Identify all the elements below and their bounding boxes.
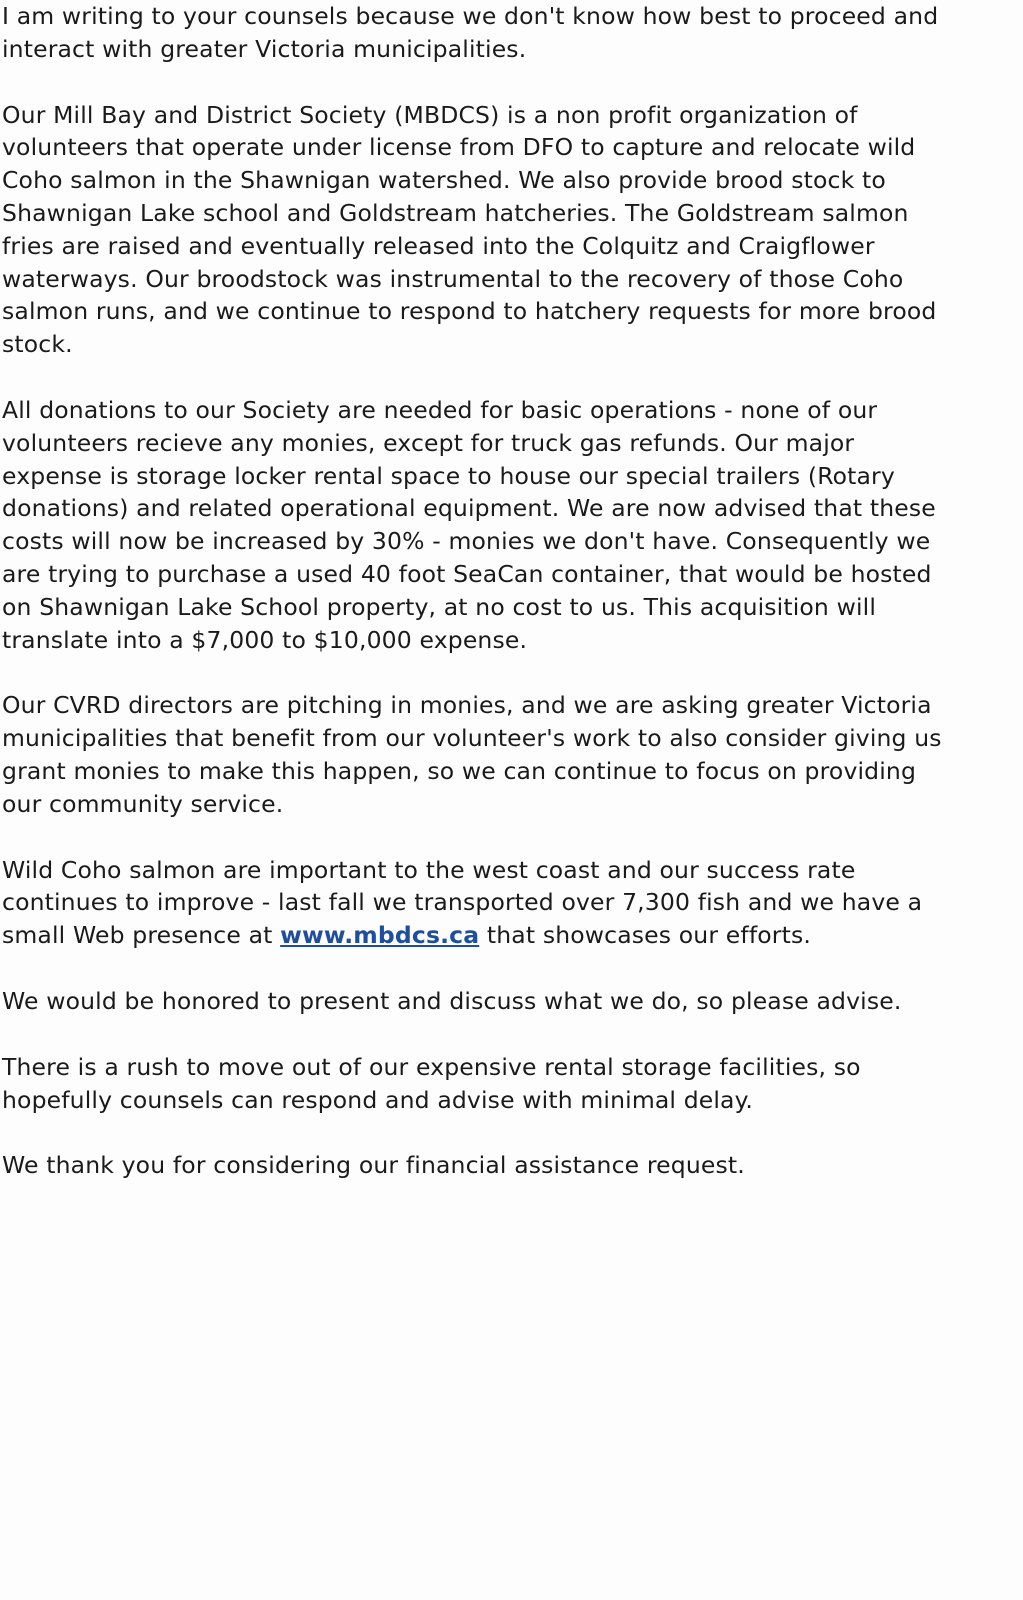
closing-paragraph: We thank you for considering our financial assistance request. xyxy=(2,1151,745,1180)
donations-paragraph: All donations to our Society are needed for basic operations - none of our volunteers recieve any monies, except for truck gas refunds. Our major expense is storage locker rental space to house our special trailers (Rotary donations) and related operational equipment. We are now advised that these costs will now be increased by 30% - monies we don't have. Consequently we are trying to purchase a used 40 foot SeaCan container, that would be hosted on Shawnigan Lake School property, at no cost to us. This acquisition will translate into a $7,000 to $10,000 expense. xyxy=(2,395,936,654)
success-text: Wild Coho salmon are important to the west coast and our success rate continues to improve - last fall we transported over 7,300 fish and we have a small Web presence at xyxy=(2,855,923,950)
funding-request-paragraph: Our CVRD directors are pitching in monies, and we are asking greater Victoria municipalities that benefit from our volunteer's work to also consider giving us grant monies to make this happen, so we can continue to focus on providing our community service. xyxy=(2,691,942,818)
letter-body xyxy=(2,0,1012,1215)
urgency-paragraph: There is a rush to move out of our expensive rental storage facilities, so hopefully counsels can respond and advise with minimal delay. xyxy=(2,1052,861,1114)
website-link[interactable]: www.mbdcs.ca xyxy=(280,921,480,950)
presentation-paragraph: We would be honored to present and discuss what we do, so please advise. xyxy=(2,986,902,1015)
success-paragraph xyxy=(2,854,1012,952)
intro-paragraph: I am writing to your counsels because we don't know how best to proceed and interact with greater Victoria municipalities. xyxy=(2,2,939,63)
success-text-end: that showcases our efforts. xyxy=(479,921,811,950)
society-description-paragraph: Our Mill Bay and District Society (MBDCS) is a non profit organization of volunteers that operate under license from DFO to capture and relocate wild Coho salmon in the Shawnigan watershed. We also provide brood stock to Shawnigan Lake school and Goldstream hatcheries. The Goldstream salmon fries are raised and eventually released into the Colquitz and Craigflower waterways. Our broodstock was instrumental to the recovery of those Coho salmon runs, and we continue to respond to hatchery requests for more brood stock. xyxy=(2,100,937,359)
